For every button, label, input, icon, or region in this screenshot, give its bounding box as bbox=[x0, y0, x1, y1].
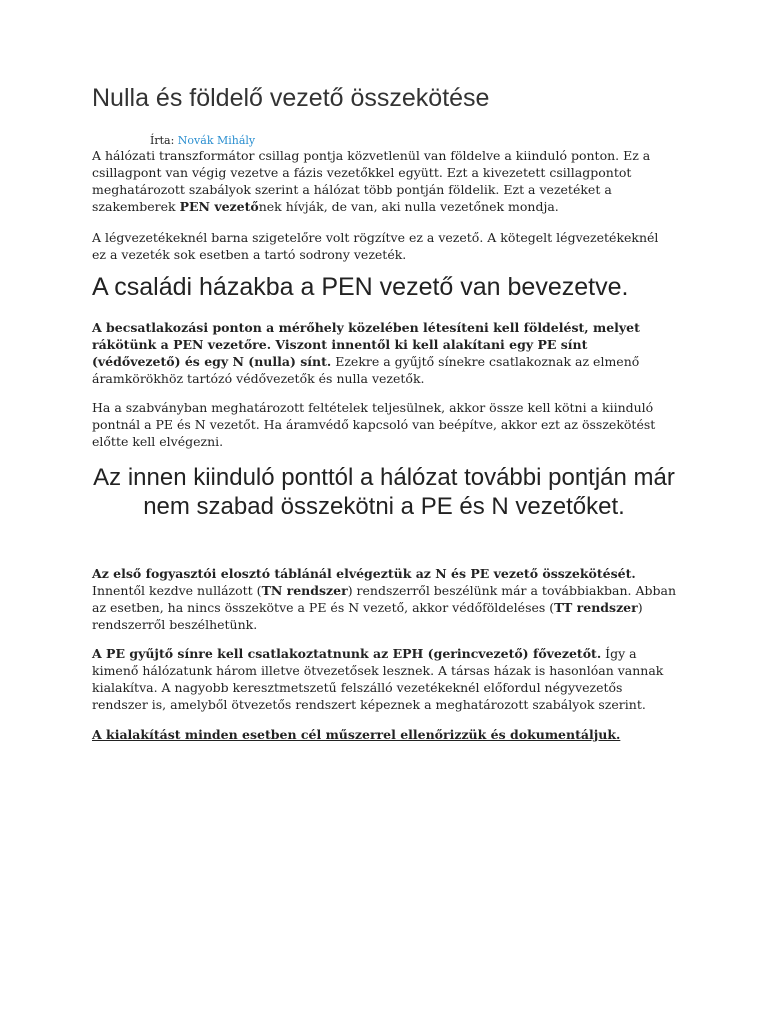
paragraph-connection-point-bold: A becsatlakozási ponton a mérőhely közelében létesíteni kell földelést, melyet rákötünk a PEN vezetőre. Viszont innentől ki kell alakítani egy PE sínt (védővezető) és egy N (nulla) sínt. bbox=[92, 320, 640, 369]
paragraph-board-bold-tn: TN rendszer bbox=[261, 583, 348, 598]
author-line bbox=[150, 134, 255, 147]
paragraph-pe-busbar-text: Így a kimenő hálózatunk három illetve ötvezetősek lesznek. A társas házak is hasonlóan vannak kialakítva. A nagyobb keresztmetszetű felszálló vezetékeknél előfordul négyvezetős rendszer is, amelyből ötvezetős rendszert képeznek a meghatározott szabályok szerint. bbox=[92, 646, 664, 712]
paragraph-connection-point-text: Ezekre a gyűjtő sínekre csatlakoznak az elmenő áramkörökhöz tartózó védővezetők és nulla vezetők. bbox=[92, 354, 640, 386]
paragraph-board-text-3: ) rendszerről beszélhetünk. bbox=[92, 600, 643, 632]
paragraph-board-text-2: ) rendszerről beszélünk már a továbbiakban. Abban az esetben, ha nincs összekötve a PE és N vezető, akkor védőföldeléses ( bbox=[92, 583, 677, 615]
page-title: Nulla és földelő vezető összekötése bbox=[92, 84, 490, 112]
paragraph-board-bold-tt: TT rendszer bbox=[554, 600, 638, 615]
paragraph-intro bbox=[92, 147, 676, 215]
heading-family-houses: A családi házakba a PEN vezető van bevezetve. bbox=[92, 273, 629, 301]
paragraph-first-distribution-board bbox=[92, 565, 676, 633]
author-name-link[interactable]: Novák Mihály bbox=[177, 134, 256, 147]
paragraph-connection-point bbox=[92, 319, 676, 387]
paragraph-standard-conditions: Ha a szabványban meghatározott feltételek teljesülnek, akkor össze kell kötni a kiinduló pontnál a PE és N vezetőt. Ha áramvédő kapcsoló van beépítve, akkor ezt az összekötést előtte kell elvégezni. bbox=[92, 400, 656, 449]
author-prefix: Írta: bbox=[150, 134, 175, 147]
paragraph-board-text-1: Innentől kezdve nullázott ( bbox=[92, 583, 262, 598]
paragraph-board-bold-1: Az első fogyasztói elosztó táblánál elvégeztük az N és PE vezető összekötését. bbox=[92, 566, 636, 581]
paragraph-overhead-lines: A légvezetékeknél barna szigetelőre volt rögzítve ez a vezető. A kötegelt légvezetékeknél ez a vezeték sok esetben a tartó sodrony vezeték. bbox=[92, 230, 659, 262]
paragraph-verification bbox=[92, 726, 676, 743]
paragraph-intro-text-1: A hálózati transzformátor csillag pontja közvetlenül van földelve a kiinduló ponton. Ez a csillagpont van végig vezetve a fázis vezetőkkel együtt. Ezt a kivezetett csillagpontot meghatározott szabályok szerint a hálózat több pontján földelik. Ezt a vezetéket a szakemberek bbox=[92, 148, 651, 214]
paragraph-intro-bold-pen: PEN vezető bbox=[179, 199, 259, 214]
paragraph-pe-busbar bbox=[92, 645, 676, 713]
paragraph-pe-busbar-bold: A PE gyűjtő sínre kell csatlakoztatnunk az EPH (gerincvezető) fővezetőt. bbox=[92, 646, 602, 661]
paragraph-verification-underline: A kialakítást minden esetben cél műszerrel ellenőrizzük és dokumentáljuk. bbox=[92, 727, 621, 742]
paragraph-intro-text-2: nek hívják, de van, aki nulla vezetőnek mondja. bbox=[258, 199, 559, 214]
heading-no-further-connection: Az innen kiinduló ponttól a hálózat további pontján már nem szabad összekötni a PE és N vezetőket. bbox=[93, 464, 675, 520]
paragraph-verification-bold bbox=[92, 727, 620, 742]
